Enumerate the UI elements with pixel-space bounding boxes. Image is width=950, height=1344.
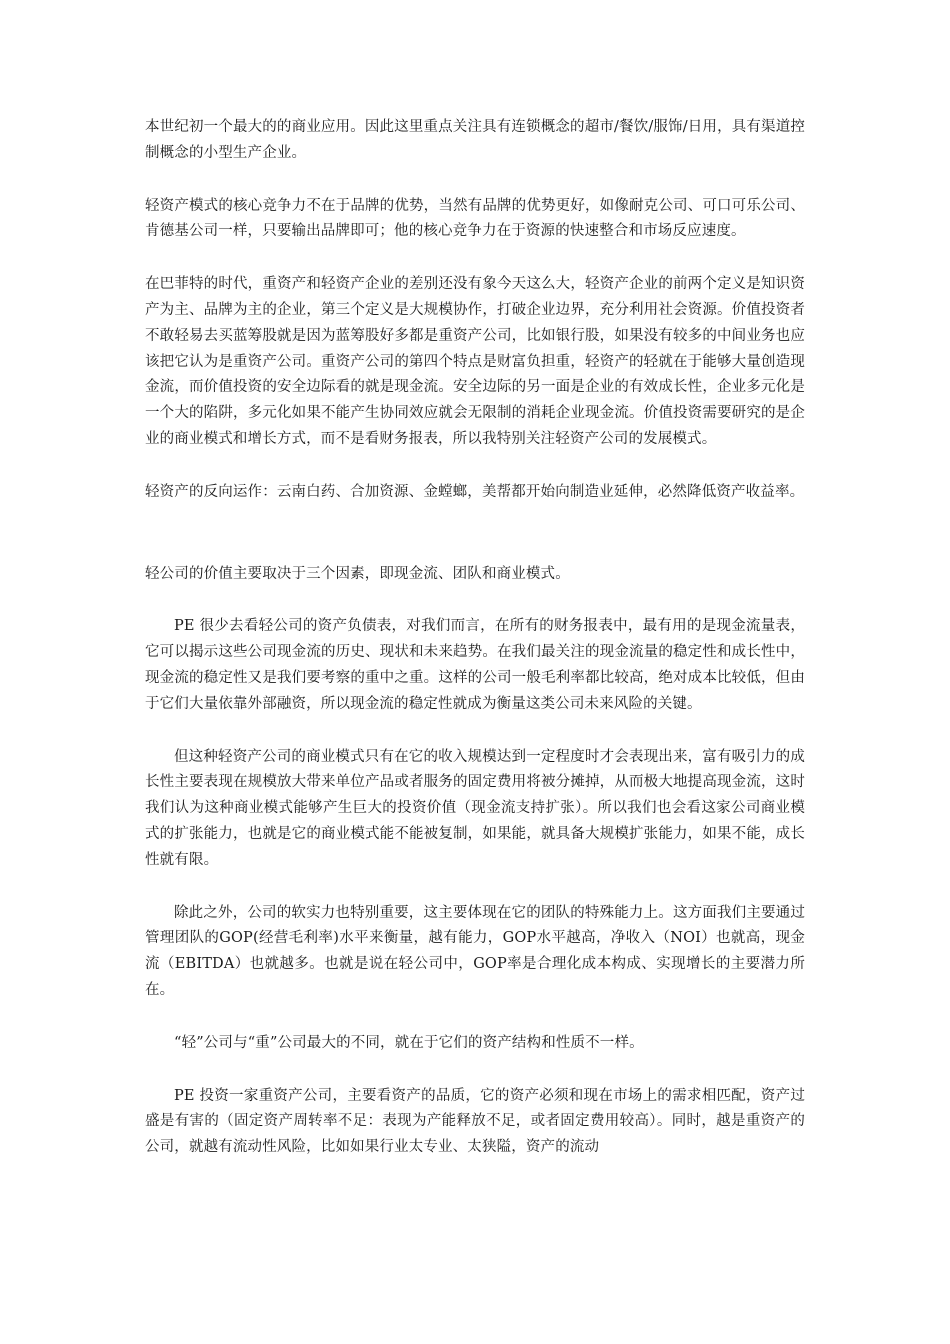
paragraph-buffett-era: 在巴菲特的时代，重资产和轻资产企业的差别还没有象今天这么大，轻资产企业的前两个定义是知识资产为主、品牌为主的企业，第三个定义是大规模协作，打破企业边界，充分利用社会资源。价值投资者不敢轻易去买蓝筹股就是因为蓝筹股好多都是重资产公司，比如银行股，如果没有较多的中间业务也应该把它认为是重资产公司。重资产公司的第四个特点是财富负担重，轻资产的轻就在于能够大量创造现金流，而价值投资的安全边际看的就是现金流。安全边际的另一面是企业的有效成长性，企业多元化是一个大的陷阱，多元化如果不能产生协同效应就会无限制的消耗企业现金流。价值投资需要研究的是企业的商业模式和增长方式，而不是看财务报表，所以我特别关注轻资产公司的发展模式。	[145, 276, 805, 447]
paragraph-soft-power-gop: 除此之外，公司的软实力也特别重要，这主要体现在它的团队的特殊能力上。这方面我们主要通过管理团队的GOP(经营毛利率)水平来衡量，越有能力，GOP水平越高，净收入（NOI）也就高，现金流（EBITDA）也就越多。也就是说在轻公司中，GOP率是合理化成本构成、实现增长的主要潜力所在。	[145, 904, 805, 998]
document-body	[145, 115, 805, 1161]
paragraph-light-asset-core-competence: 轻资产模式的核心竞争力不在于品牌的优势，当然有品牌的优势更好，如像耐克公司、可口可乐公司、肯德基公司一样，只要输出品牌即可；他的核心竞争力在于资源的快速整合和市场反应速度。	[145, 197, 805, 240]
paragraph-light-company-value: 轻公司的价值主要取决于三个因素，即现金流、团队和商业模式。	[145, 565, 570, 582]
paragraph-reverse-operation: 轻资产的反向运作：云南白药、合加资源、金螳螂，美帮都开始向制造业延伸，必然降低资产收益率。	[145, 483, 805, 500]
paragraph-pe-cash-flow: PE 很少去看轻公司的资产负债表，对我们而言，在所有的财务报表中，最有用的是现金流量表，它可以揭示这些公司现金流的历史、现状和未来趋势。在我们最关注的现金流量的稳定性和成长性中，现金流的稳定性又是我们要考察的重中之重。这样的公司一般毛利率都比较高，绝对成本比较低，但由于它们大量依靠外部融资，所以现金流的稳定性就成为衡量这类公司未来风险的关键。	[145, 618, 805, 712]
paragraph-chain-store-focus: 本世纪初一个最大的的商业应用。因此这里重点关注具有连锁概念的超市/餐饮/服饰/日用，具有渠道控制概念的小型生产企业。	[145, 119, 805, 161]
paragraph-light-vs-heavy: “轻”公司与“重”公司最大的不同，就在于它们的资产结构和性质不一样。	[174, 1034, 644, 1051]
paragraph-business-model-scale: 但这种轻资产公司的商业模式只有在它的收入规模达到一定程度时才会表现出来，富有吸引力的成长性主要表现在规模放大带来单位产品或者服务的固定费用将被分摊掉，从而极大地提高现金流，这时我们认为这种商业模式能够产生巨大的投资价值（现金流支持扩张）。所以我们也会看这家公司商业模式的扩张能力，也就是它的商业模式能不能被复制，如果能，就具备大规模扩张能力，如果不能，成长性就有限。	[145, 748, 805, 868]
paragraph-pe-heavy-asset: PE 投资一家重资产公司，主要看资产的品质，它的资产必须和现在市场上的需求相匹配，资产过盛是有害的（固定资产周转率不足：表现为产能释放不足，或者固定费用较高）。同时，越是重资产的公司，就越有流动性风险，比如如果行业太专业、太狭隘，资产的流动	[145, 1087, 805, 1156]
